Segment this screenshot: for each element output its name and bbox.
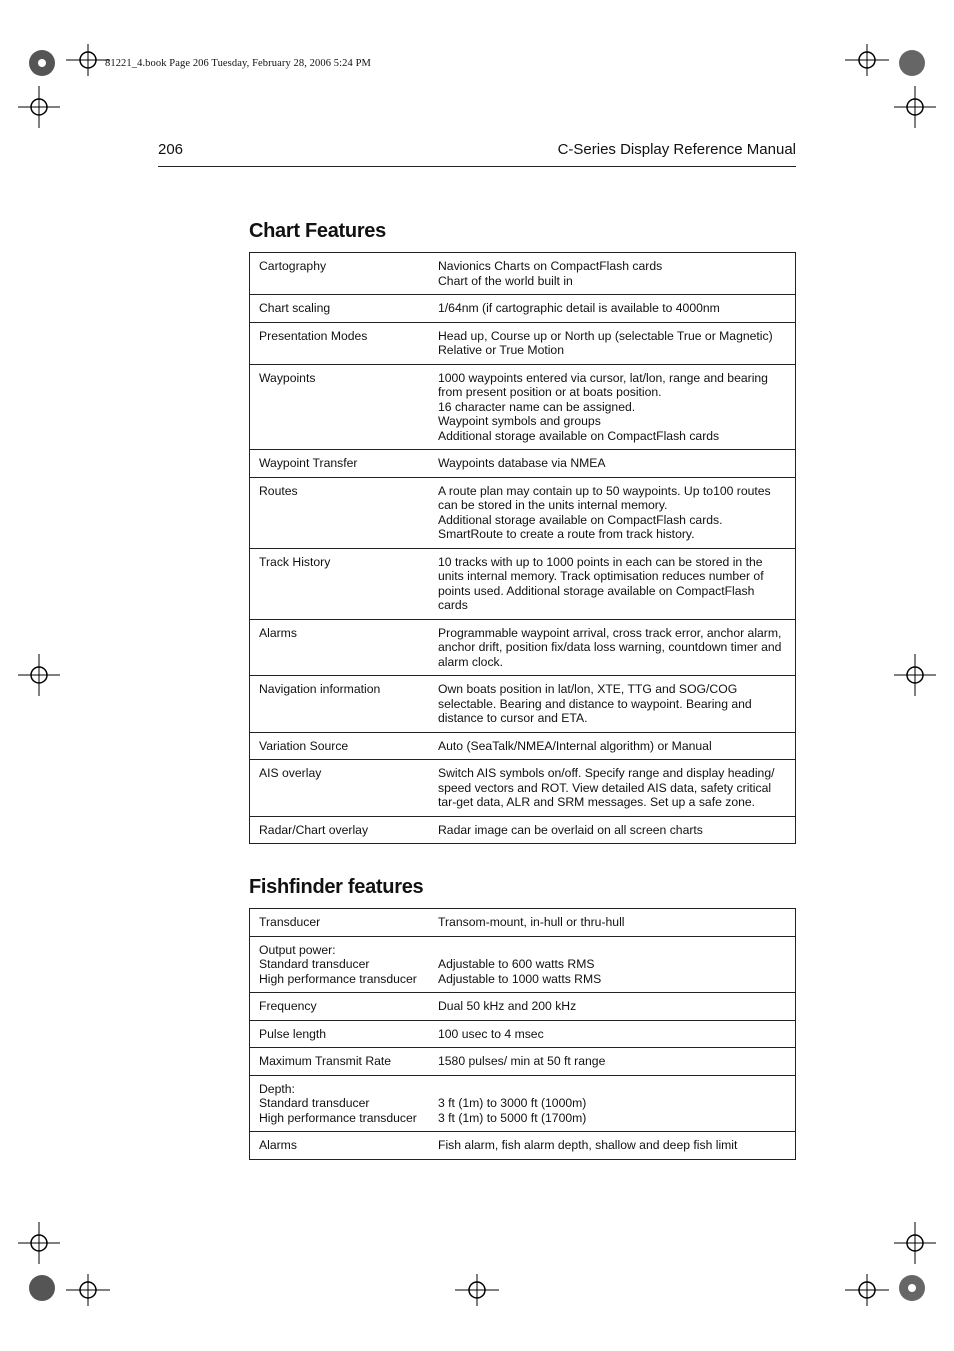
row-value: Head up, Course up or North up (selectable True or Magnetic) Relative or True Motion (432, 322, 796, 364)
row-value: Own boats position in lat/lon, XTE, TTG and SOG/COG selectable. Bearing and distance to waypoint. Bearing and distance to cursor and ETA. (432, 676, 796, 733)
table-row (250, 816, 796, 844)
row-value: 1000 waypoints entered via cursor, lat/lon, range and bearing from present position or at boats position. 16 character name can be assigned. Waypoint symbols and groups Additional storage available on CompactFlash cards (432, 364, 796, 450)
chart-features-title: Chart Features (249, 220, 386, 242)
crosshair-mark-icon (894, 1222, 936, 1264)
starburst-mark-icon (898, 1274, 926, 1302)
starburst-mark-icon (28, 49, 56, 77)
fishfinder-features-table (249, 908, 796, 1160)
row-value: 100 usec to 4 msec (432, 1020, 796, 1048)
table-row (250, 676, 796, 733)
chart-features-table (249, 252, 796, 844)
row-label: Routes (250, 477, 433, 548)
row-label: Variation Source (250, 732, 433, 760)
running-title: C-Series Display Reference Manual (557, 141, 796, 158)
book-header: 81221_4.book Page 206 Tuesday, February 28, 2006 5:24 PM (105, 58, 371, 69)
table-row (250, 295, 796, 323)
fishfinder-features-title: Fishfinder features (249, 876, 424, 898)
table-row (250, 477, 796, 548)
row-value: 10 tracks with up to 1000 points in each can be stored in the units internal memory. Track optimisation reduces number of points used. Additional storage available on CompactFlash cards (432, 548, 796, 619)
table-row (250, 1048, 796, 1076)
table-row (250, 760, 796, 817)
starburst-mark-icon (898, 49, 926, 77)
starburst-mark-icon (28, 1274, 56, 1302)
table-row (250, 548, 796, 619)
row-label: Alarms (250, 619, 433, 676)
page-number: 206 (158, 141, 184, 158)
row-value: 3 ft (1m) to 3000 ft (1000m) 3 ft (1m) to 5000 ft (1700m) (432, 1075, 796, 1132)
row-label: Presentation Modes (250, 322, 433, 364)
table-row (250, 1132, 796, 1160)
row-value: Adjustable to 600 watts RMS Adjustable to 1000 watts RMS (432, 936, 796, 993)
table-row (250, 993, 796, 1021)
table-row (250, 1020, 796, 1048)
row-label: Maximum Transmit Rate (250, 1048, 433, 1076)
row-value: Programmable waypoint arrival, cross track error, anchor alarm, anchor drift, position fix/data loss warning, countdown timer and alarm clock. (432, 619, 796, 676)
row-value: 1/64nm (if cartographic detail is available to 4000nm (432, 295, 796, 323)
row-value: A route plan may contain up to 50 waypoints. Up to100 routes can be stored in the units internal memory. Additional storage available on CompactFlash cards. SmartRoute to create a route from track history. (432, 477, 796, 548)
row-value: Radar image can be overlaid on all screen charts (432, 816, 796, 844)
crosshair-mark-icon (18, 1222, 60, 1264)
row-label: Output power: Standard transducer High performance transducer (250, 936, 433, 993)
row-label: Waypoint Transfer (250, 450, 433, 478)
row-label: Alarms (250, 1132, 433, 1160)
row-label: Depth: Standard transducer High performance transducer (250, 1075, 433, 1132)
header-rule (158, 166, 796, 167)
row-label: Frequency (250, 993, 433, 1021)
crosshair-mark-icon (845, 1274, 889, 1306)
row-value: Waypoints database via NMEA (432, 450, 796, 478)
row-value: Auto (SeaTalk/NMEA/Internal algorithm) or Manual (432, 732, 796, 760)
crosshair-mark-icon (18, 86, 60, 128)
crosshair-mark-icon (455, 1274, 499, 1306)
table-row (250, 364, 796, 450)
crosshair-mark-icon (894, 86, 936, 128)
row-label: Waypoints (250, 364, 433, 450)
row-label: Cartography (250, 253, 433, 295)
crosshair-mark-icon (894, 654, 936, 696)
row-label: Navigation information (250, 676, 433, 733)
row-value: Navionics Charts on CompactFlash cards Chart of the world built in (432, 253, 796, 295)
row-label: AIS overlay (250, 760, 433, 817)
table-row (250, 253, 796, 295)
crosshair-mark-icon (18, 654, 60, 696)
row-label: Chart scaling (250, 295, 433, 323)
crosshair-mark-icon (66, 1274, 110, 1306)
row-value: 1580 pulses/ min at 50 ft range (432, 1048, 796, 1076)
table-row (250, 936, 796, 993)
table-row (250, 1075, 796, 1132)
row-value: Dual 50 kHz and 200 kHz (432, 993, 796, 1021)
row-label: Transducer (250, 909, 433, 937)
crosshair-mark-icon (845, 44, 889, 76)
row-value: Transom-mount, in-hull or thru-hull (432, 909, 796, 937)
table-row (250, 909, 796, 937)
table-row (250, 619, 796, 676)
row-label: Track History (250, 548, 433, 619)
row-value: Switch AIS symbols on/off. Specify range and display heading/ speed vectors and ROT. View detailed AIS data, safety critical tar-get data, ALR and SRM messages. Set up a safe zone. (432, 760, 796, 817)
row-label: Radar/Chart overlay (250, 816, 433, 844)
table-row (250, 322, 796, 364)
table-row (250, 732, 796, 760)
row-label: Pulse length (250, 1020, 433, 1048)
crosshair-mark-icon (66, 44, 110, 76)
table-row (250, 450, 796, 478)
row-value: Fish alarm, fish alarm depth, shallow and deep fish limit (432, 1132, 796, 1160)
